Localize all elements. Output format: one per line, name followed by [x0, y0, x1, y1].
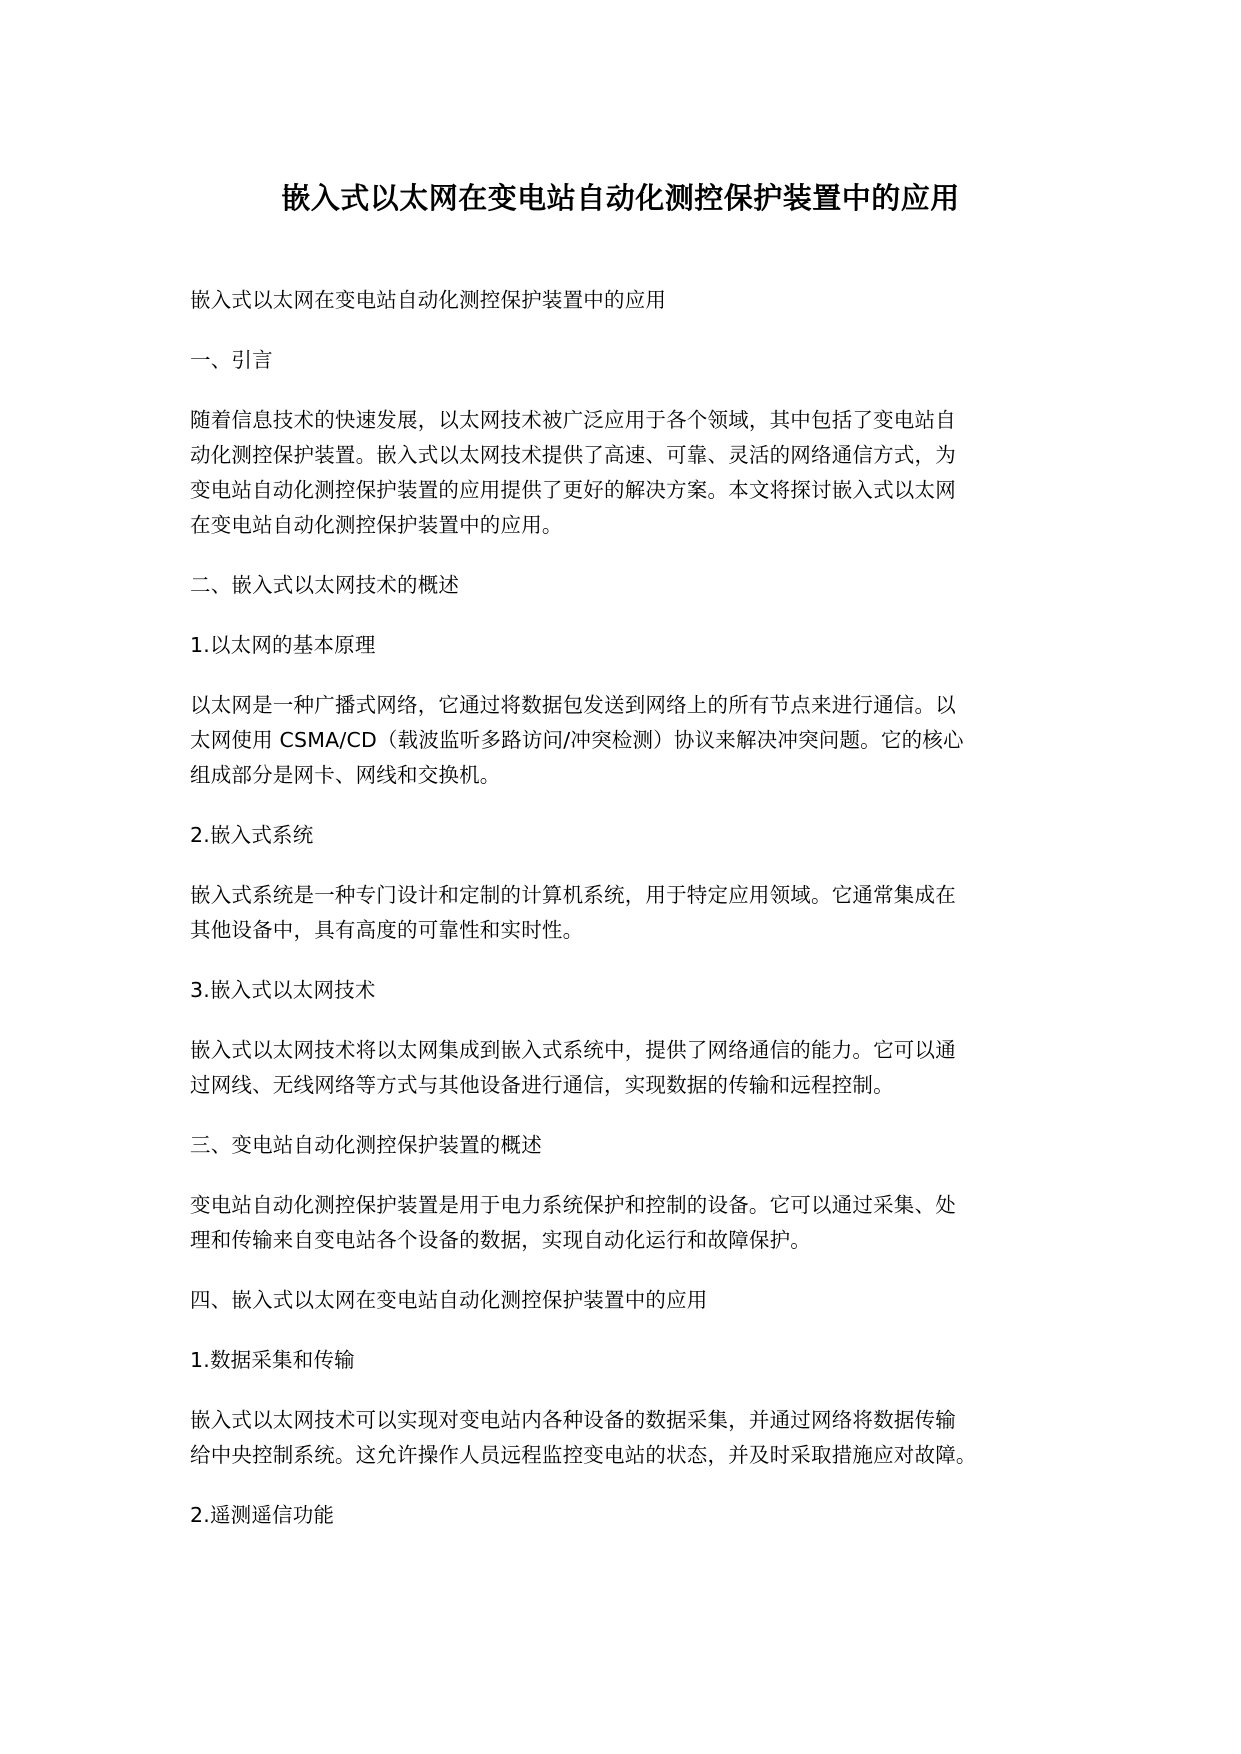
- text-line: 以太网是一种广播式网络，它通过将数据包发送到网络上的所有节点来进行通信。以: [190, 693, 956, 717]
- text-line: 嵌入式系统是一种专门设计和定制的计算机系统，用于特定应用领域。它通常集成在: [190, 883, 956, 907]
- text-line: 其他设备中，具有高度的可靠性和实时性。: [190, 918, 584, 942]
- section-heading: [190, 628, 1050, 663]
- section-heading: [190, 1128, 1050, 1163]
- section-heading: [190, 1498, 1050, 1533]
- section-heading: [190, 343, 1050, 378]
- text-line: 理和传输来自变电站各个设备的数据，实现自动化运行和故障保护。: [190, 1228, 811, 1252]
- section-heading: [190, 973, 1050, 1008]
- text-line: 变电站自动化测控保护装置的应用提供了更好的解决方案。本文将探讨嵌入式以太网: [190, 478, 956, 502]
- text-line: 三、变电站自动化测控保护装置的概述: [190, 1133, 542, 1157]
- section-heading: [190, 818, 1050, 853]
- text-line: 随着信息技术的快速发展，以太网技术被广泛应用于各个领域，其中包括了变电站自: [190, 408, 956, 432]
- document-body: [190, 283, 1050, 1558]
- text-line: 太网使用 CSMA/CD（载波监听多路访问/冲突检测）协议来解决冲突问题。它的核心: [190, 728, 964, 752]
- text-line: 1.以太网的基本原理: [190, 633, 376, 657]
- body-paragraph: [190, 1188, 1050, 1258]
- text-line: 给中央控制系统。这允许操作人员远程监控变电站的状态，并及时采取措施应对故障。: [190, 1443, 977, 1467]
- text-line: 1.数据采集和传输: [190, 1348, 355, 1372]
- body-paragraph: [190, 1403, 1050, 1473]
- body-paragraph: [190, 1033, 1050, 1103]
- section-heading: [190, 283, 1050, 318]
- text-line: 二、嵌入式以太网技术的概述: [190, 573, 460, 597]
- text-line: 过网线、无线网络等方式与其他设备进行通信，实现数据的传输和远程控制。: [190, 1073, 894, 1097]
- text-line: 在变电站自动化测控保护装置中的应用。: [190, 513, 563, 537]
- text-line: 动化测控保护装置。嵌入式以太网技术提供了高速、可靠、灵活的网络通信方式，为: [190, 443, 956, 467]
- section-heading: [190, 568, 1050, 603]
- text-line: 嵌入式以太网在变电站自动化测控保护装置中的应用: [190, 288, 667, 312]
- text-line: 四、嵌入式以太网在变电站自动化测控保护装置中的应用: [190, 1288, 708, 1312]
- document-title: 嵌入式以太网在变电站自动化测控保护装置中的应用: [281, 181, 960, 215]
- text-line: 一、引言: [190, 348, 273, 372]
- section-heading: [190, 1283, 1050, 1318]
- section-heading: [190, 1343, 1050, 1378]
- text-line: 2.嵌入式系统: [190, 823, 314, 847]
- text-line: 组成部分是网卡、网线和交换机。: [190, 763, 501, 787]
- body-paragraph: [190, 403, 1050, 543]
- text-line: 嵌入式以太网技术可以实现对变电站内各种设备的数据采集，并通过网络将数据传输: [190, 1408, 956, 1432]
- text-line: 3.嵌入式以太网技术: [190, 978, 376, 1002]
- text-line: 嵌入式以太网技术将以太网集成到嵌入式系统中，提供了网络通信的能力。它可以通: [190, 1038, 956, 1062]
- body-paragraph: [190, 688, 1050, 793]
- text-line: 2.遥测遥信功能: [190, 1503, 335, 1527]
- body-paragraph: [190, 878, 1050, 948]
- text-line: 变电站自动化测控保护装置是用于电力系统保护和控制的设备。它可以通过采集、处: [190, 1193, 956, 1217]
